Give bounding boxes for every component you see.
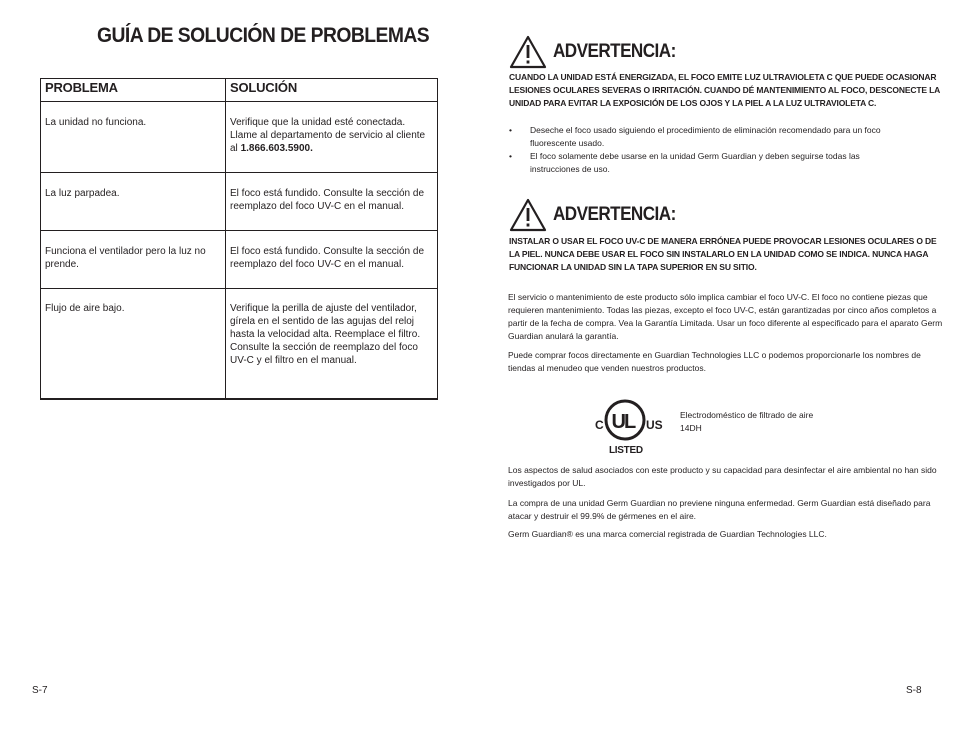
ul-listed-logo bbox=[587, 395, 663, 460]
table-header-row bbox=[41, 79, 438, 102]
warning-triangle-icon bbox=[509, 35, 547, 69]
ul-health-paragraph: Los aspectos de salud asociados con este producto y su capacidad para desinfectar el aire ambiental no han sido investigados por UL. bbox=[508, 465, 937, 488]
ul-logo-listed: LISTED bbox=[609, 445, 643, 455]
problem-cell: Flujo de aire bajo. bbox=[41, 289, 226, 400]
service-paragraph: El servicio o mantenimiento de este producto sólo implica cambiar el foco UV-C. El foco no contiene piezas que requieren mantenimiento. Todas las piezas, excepto el foco UV-C, están garantizadas por cinco años completos a partir de la fecha de compra. Vea la Garantía Limitada. Usar un foco diferente al especificado para el aparato Germ Guardian anulará la garantía. bbox=[508, 292, 943, 341]
ul-logo-ul: UL bbox=[611, 411, 635, 433]
troubleshooting-table bbox=[40, 78, 438, 400]
table-row bbox=[41, 102, 438, 173]
purchase-paragraph: Puede comprar focos directamente en Guardian Technologies LLC o podemos proporcionarle los nombres de tiendas al menudeo que venden nuestros productos. bbox=[508, 350, 921, 373]
table-row bbox=[41, 173, 438, 231]
solution-cell bbox=[226, 102, 438, 173]
problem-cell: Funciona el ventilador pero la luz no prende. bbox=[41, 231, 226, 289]
germ-paragraph: La compra de una unidad Germ Guardian no previene ninguna enfermedad. Germ Guardian está diseñado para atacar y destruir el 99.9% de gérmenes en el aire. bbox=[508, 498, 931, 521]
service-phone-number: 1.866.603.5900. bbox=[240, 143, 313, 154]
table-row bbox=[41, 231, 438, 289]
solution-cell: El foco está fundido. Consulte la sección de reemplazo del foco UV-C en el manual. bbox=[226, 173, 438, 231]
warning-text: CUANDO LA UNIDAD ESTÁ ENERGIZADA, EL FOCO EMITE LUZ ULTRAVIOLETA C QUE PUEDE OCASIONAR LESIONES OCULARES SEVERAS O IRRITACIÓN. CUANDO DÉ MANTENIMIENTO AL FOCO, DESCONECTE LA UNIDAD PARA EVITAR LA EXPOSICIÓN DE LOS OJOS Y LA PIEL A LA LUZ ULTRAVIOLETA C. bbox=[509, 72, 940, 108]
ul-model-number: 14DH bbox=[680, 423, 702, 433]
bullet-text: El foco solamente debe usarse en la unidad Germ Guardian y deben seguirse todas las instrucciones de uso. bbox=[530, 151, 860, 174]
warning-title: ADVERTENCIA: bbox=[553, 41, 676, 62]
right-page bbox=[477, 0, 954, 738]
problem-cell: La luz parpadea. bbox=[41, 173, 226, 231]
solution-cell: El foco está fundido. Consulte la sección de reemplazo del foco UV-C en el manual. bbox=[226, 231, 438, 289]
bullet-icon: • bbox=[509, 151, 512, 161]
warning-header bbox=[509, 197, 689, 233]
solution-text: Verifique que la unidad esté conectada. Llame al departamento de servicio al cliente al bbox=[230, 117, 426, 154]
bullet-icon: • bbox=[509, 125, 512, 135]
list-item bbox=[509, 150, 909, 176]
bullet-text: Deseche el foco usado siguiendo el procedimiento de eliminación recomendado para un foco fluorescente usado. bbox=[530, 125, 881, 148]
solution-cell: Verifique la perilla de ajuste del ventilador, gírela en el sentido de las agujas del reloj hasta la velocidad alta. Reemplace el filtro. Consulte la sección de reemplazo del foco UV-C y el filtro en el manual. bbox=[226, 289, 438, 400]
ul-logo-c: C bbox=[595, 418, 604, 432]
column-header-solution: SOLUCIÓN bbox=[226, 79, 438, 102]
warning-triangle-icon bbox=[509, 198, 547, 232]
warning-title: ADVERTENCIA: bbox=[553, 204, 676, 225]
table-row bbox=[41, 289, 438, 400]
page-number-right: S-8 bbox=[906, 685, 922, 696]
page-number-left: S-7 bbox=[32, 685, 48, 696]
ul-product-category: Electrodoméstico de filtrado de aire bbox=[680, 410, 814, 420]
warning-bullet-list bbox=[509, 124, 909, 176]
trademark-paragraph: Germ Guardian® es una marca comercial registrada de Guardian Technologies LLC. bbox=[508, 529, 827, 539]
warning-header bbox=[509, 34, 689, 70]
problem-cell: La unidad no funciona. bbox=[41, 102, 226, 173]
ul-listing-caption bbox=[680, 409, 880, 435]
warning-text: INSTALAR O USAR EL FOCO UV-C DE MANERA ERRÓNEA PUEDE PROVOCAR LESIONES OCULARES O DE LA PIEL. NUNCA DEBE USAR EL FOCO SIN INSTALARLO EN LA UNIDAD COMO SE INDICA. NUNCA HAGA FUNCIONAR LA UNIDAD SIN LA TAPA SUPERIOR EN SU SITIO. bbox=[509, 236, 937, 272]
ul-logo-us: US bbox=[646, 418, 663, 432]
column-header-problem: PROBLEMA bbox=[41, 79, 226, 102]
list-item bbox=[509, 124, 909, 150]
page-title: GUÍA DE SOLUCIÓN DE PROBLEMAS bbox=[97, 24, 430, 47]
